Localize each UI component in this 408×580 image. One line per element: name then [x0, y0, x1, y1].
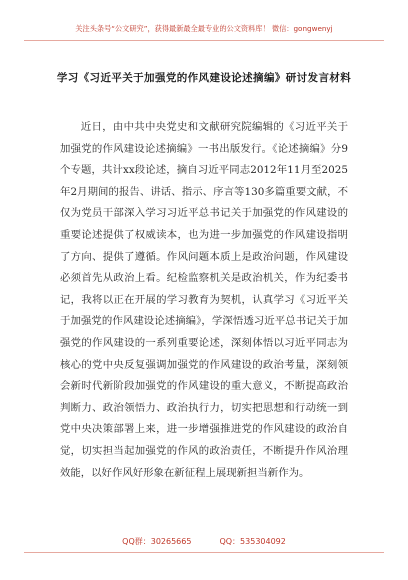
footer-contacts: [0, 536, 408, 547]
footer-qq-number: QQ：535304092: [219, 537, 286, 546]
footer-divider: [24, 552, 384, 553]
document-body-paragraph: 近日，由中共中央党史和文献研究院编辑的《习近平关于加强党的作风建设论述摘编》一书出版发行。《论述摘编》分9个专题，共计xx段论述，摘自习近平同志2012年11月至2025年2月期间的报告、讲话、指示、序言等130多篇重要文献，不仅为党员干部深入学习习近平总书记关于加强党的作风建设的重要论述提供了权威读本，也为进一步加强党的作风建设指明了方向、提供了遵循。作风问题本质上是政治问题，作风建设必须首先从政治上看。纪检监察机关是政治机关，作为纪委书记，我将以正在开展的学习教育为契机，认真学习《习近平关于加强党的作风建设论述摘编》，学深悟透习近平总书记关于加强党的作风建设的一系列重要论述，深刻体悟以习近平同志为核心的党中央反复强调加强党的作风建设的政治考量，深刻领会新时代新阶段加强党的作风建设的重大意义，不断提高政治判断力、政治领悟力、政治执行力，切实把思想和行动统一到党中央决策部署上来，进一步增强推进党的作风建设的政治自觉，切实担当起加强党的作风的政治责任，不断提升作风治理效能，以好作风好形象在新征程上展现新担当新作为。: [60, 121, 348, 479]
footer-qq-group: QQ群：30265665: [122, 537, 192, 546]
header-banner: 关注头条号“公文研究”，获得最新最全最专业的公文资料库！ 微信：gongwenyj: [75, 24, 333, 33]
document-title: 学习《习近平关于加强党的作风建设论述摘编》研讨发言材料: [56, 72, 352, 84]
header-divider: [24, 40, 384, 41]
